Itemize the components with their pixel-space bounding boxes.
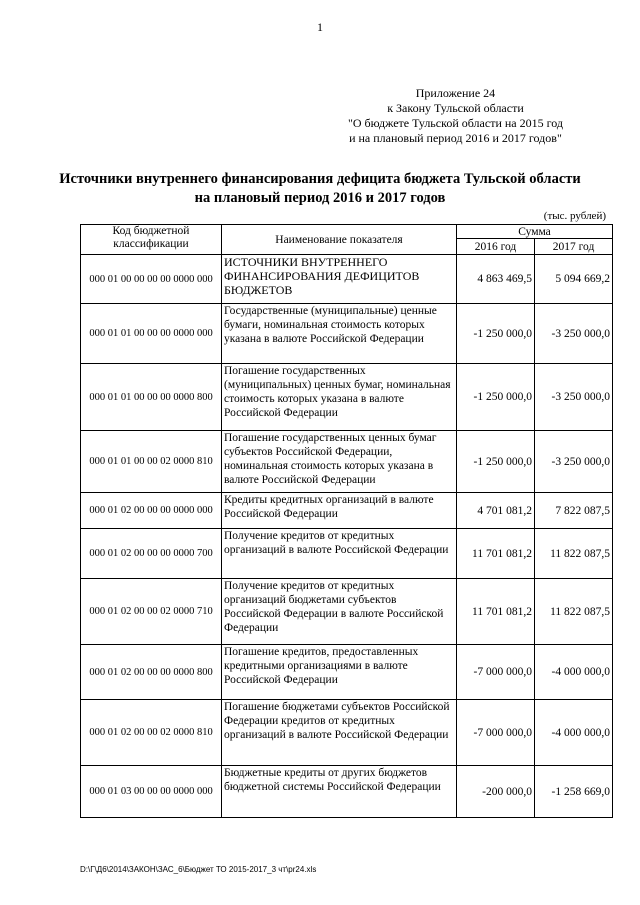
row-value-2017: -1 258 669,0 (535, 766, 613, 818)
row-code: 000 01 00 00 00 00 0000 000 (81, 255, 222, 304)
row-name: Погашение государственных (муниципальных) ценных бумаг, номинальная стоимость которых указана в валюте Российской Федерации (222, 364, 457, 431)
appendix-line: "О бюджете Тульской области на 2015 год (347, 116, 563, 130)
row-code: 000 01 01 00 00 00 0000 000 (81, 304, 222, 364)
financing-table (80, 224, 613, 818)
row-value-2016: 4 863 469,5 (457, 255, 535, 304)
row-name: ИСТОЧНИКИ ВНУТРЕННЕГО ФИНАНСИРОВАНИЯ ДЕФИЦИТОВ БЮДЖЕТОВ (222, 255, 457, 304)
header-name: Наименование показателя (222, 225, 457, 255)
row-code: 000 01 01 00 00 00 0000 800 (81, 364, 222, 431)
table-row (81, 700, 613, 766)
table-row (81, 529, 613, 579)
document-title (0, 170, 640, 208)
row-value-2017: -3 250 000,0 (535, 304, 613, 364)
header-sum: Сумма (457, 225, 613, 239)
row-name: Погашение бюджетами субъектов Российской Федерации кредитов от кредитных организаций в валюте Российской Федерации (222, 700, 457, 766)
row-name: Государственные (муниципальные) ценные бумаги, номинальная стоимость которых указана в валюте Российской Федерации (222, 304, 457, 364)
table-row (81, 304, 613, 364)
row-value-2017: -4 000 000,0 (535, 645, 613, 700)
units-label: (тыс. рублей) (543, 210, 606, 222)
row-value-2017: 7 822 087,5 (535, 493, 613, 529)
row-name: Получение кредитов от кредитных организаций бюджетами субъектов Российской Федерации в валюте Российской Федерации (222, 579, 457, 645)
header-year-2016: 2016 год (457, 239, 535, 255)
table-row (81, 766, 613, 818)
row-value-2016: -1 250 000,0 (457, 304, 535, 364)
row-name: Кредиты кредитных организаций в валюте Российской Федерации (222, 493, 457, 529)
row-name: Получение кредитов от кредитных организаций в валюте Российской Федерации (222, 529, 457, 579)
row-value-2016: -200 000,0 (457, 766, 535, 818)
table-row (81, 579, 613, 645)
row-code: 000 01 02 00 00 02 0000 710 (81, 579, 222, 645)
title-line: Источники внутреннего финансирования дефицита бюджета Тульской области (59, 171, 581, 187)
row-value-2016: -7 000 000,0 (457, 645, 535, 700)
appendix-header (348, 86, 563, 146)
row-code: 000 01 02 00 00 02 0000 810 (81, 700, 222, 766)
row-code: 000 01 01 00 00 02 0000 810 (81, 431, 222, 493)
row-value-2016: 4 701 081,2 (457, 493, 535, 529)
row-value-2017: -3 250 000,0 (535, 431, 613, 493)
header-code: Код бюджетной классификации (81, 225, 222, 255)
row-value-2017: 11 822 087,5 (535, 529, 613, 579)
row-value-2017: -4 000 000,0 (535, 700, 613, 766)
row-code: 000 01 02 00 00 00 0000 700 (81, 529, 222, 579)
row-value-2017: 11 822 087,5 (535, 579, 613, 645)
row-value-2016: -1 250 000,0 (457, 364, 535, 431)
appendix-line: Приложение 24 (415, 86, 496, 100)
row-value-2016: 11 701 081,2 (457, 579, 535, 645)
row-name: Погашение государственных ценных бумаг субъектов Российской Федерации, номинальная стоимость которых указана в валюте Российской Федерации (222, 431, 457, 493)
table-row (81, 645, 613, 700)
header-year-2017: 2017 год (535, 239, 613, 255)
row-value-2016: 11 701 081,2 (457, 529, 535, 579)
row-name: Бюджетные кредиты от других бюджетов бюджетной системы Российской Федерации (222, 766, 457, 818)
row-code: 000 01 03 00 00 00 0000 000 (81, 766, 222, 818)
table-row (81, 364, 613, 431)
row-value-2016: -7 000 000,0 (457, 700, 535, 766)
table-row (81, 431, 613, 493)
row-code: 000 01 02 00 00 00 0000 800 (81, 645, 222, 700)
row-name: Погашение кредитов, предоставленных кредитными организациями в валюте Российской Федерации (222, 645, 457, 700)
title-line: на плановый период 2016 и 2017 годов (194, 190, 446, 206)
row-code: 000 01 02 00 00 00 0000 000 (81, 493, 222, 529)
appendix-line: к Закону Тульской области (387, 101, 524, 115)
row-value-2017: 5 094 669,2 (535, 255, 613, 304)
row-value-2016: -1 250 000,0 (457, 431, 535, 493)
appendix-line: и на плановый период 2016 и 2017 годов" (349, 131, 562, 145)
page-number: 1 (317, 20, 323, 34)
table-row (81, 493, 613, 529)
table-row (81, 255, 613, 304)
file-path-footer: D:\Г\Д6\2014\ЗАКОН\ЗАС_6\Бюджет ТО 2015-2017_3 чт\pr24.xls (80, 865, 317, 874)
row-value-2017: -3 250 000,0 (535, 364, 613, 431)
